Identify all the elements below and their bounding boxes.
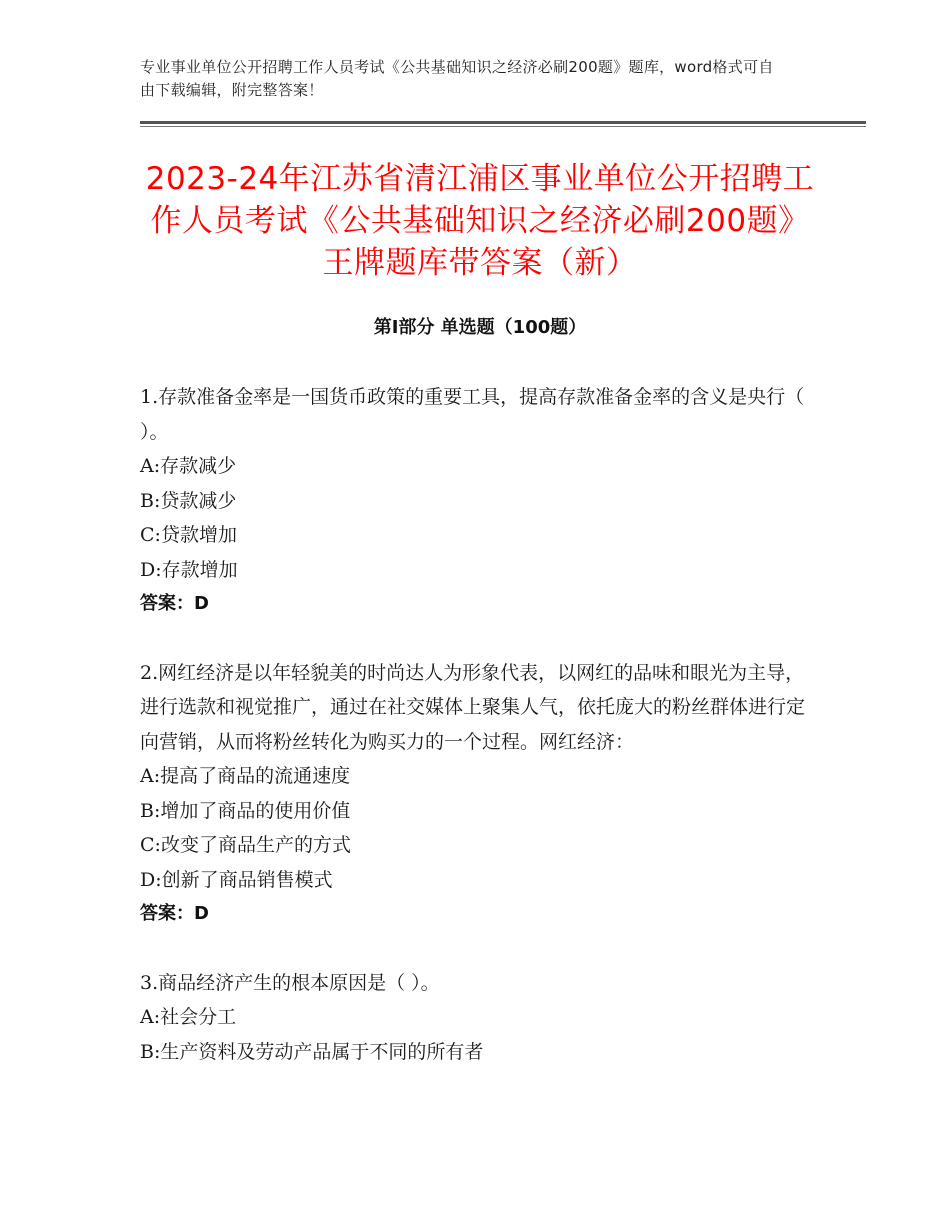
- question-text: 3.商品经济产生的根本原因是（ ）。: [140, 971, 440, 994]
- header-divider-thin: [140, 126, 866, 127]
- answer: 答案：D: [140, 593, 209, 614]
- option-d: D:创新了商品销售模式: [140, 868, 333, 891]
- section-title: 第Ⅰ部分 单选题（100题）: [373, 317, 587, 338]
- question-text: 1.存款准备金率是一国货币政策的重要工具，提高存款准备金率的含义是央行（ ）。: [140, 386, 805, 443]
- question-2: [140, 656, 810, 932]
- option-b: B:增加了商品的使用价值: [140, 799, 351, 822]
- option-c: C:贷款增加: [140, 524, 237, 546]
- option-b: B:贷款减少: [140, 489, 237, 512]
- document-title: 2023-24年江苏省清江浦区事业单位公开招聘工作人员考试《公共基础知识之经济必刷200题》王牌题库带答案（新）: [145, 161, 815, 281]
- question-text: 2.网红经济是以年轻貌美的时尚达人为形象代表，以网红的品味和眼光为主导，进行选款和视觉推广，通过在社交媒体上聚集人气，依托庞大的粉丝群体进行定向营销，从而将粉丝转化为购买力的一个过程。网红经济：: [140, 661, 806, 753]
- option-a: A:社会分工: [140, 1006, 237, 1028]
- header-divider-thick: [140, 121, 866, 124]
- answer: 答案：D: [140, 903, 209, 924]
- question-list: [140, 380, 810, 1103]
- option-d: D:存款增加: [140, 558, 238, 581]
- option-a: A:提高了商品的流通速度: [140, 765, 351, 787]
- option-b: B:生产资料及劳动产品属于不同的所有者: [140, 1040, 484, 1063]
- question-3: [140, 966, 810, 1070]
- header-note: 专业事业单位公开招聘工作人员考试《公共基础知识之经济必刷200题》题库，word格式可自由下载编辑，附完整答案！: [140, 58, 774, 99]
- option-c: C:改变了商品生产的方式: [140, 834, 351, 856]
- question-1: [140, 380, 810, 622]
- option-a: A:存款减少: [140, 455, 237, 477]
